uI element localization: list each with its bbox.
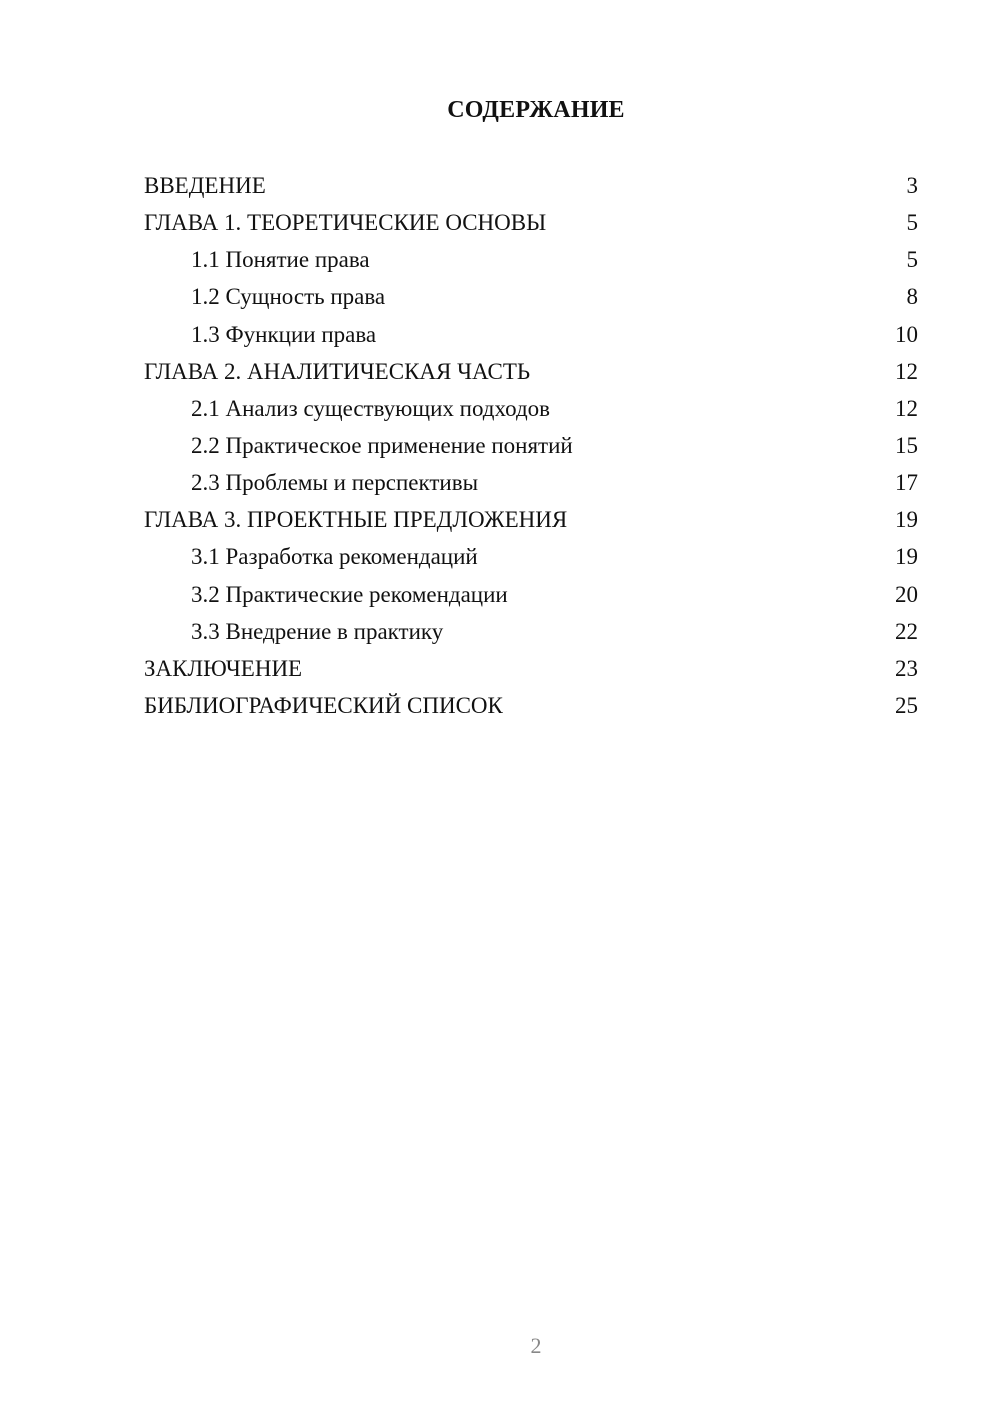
toc-entry-page: 5 bbox=[906, 210, 918, 236]
toc-entry-section-3-3[interactable] bbox=[144, 613, 918, 650]
toc-entry-section-2-2[interactable] bbox=[144, 427, 918, 464]
toc-entry-chapter-1[interactable] bbox=[144, 204, 918, 241]
toc-entry-page: 12 bbox=[895, 395, 918, 421]
toc-entry-page: 15 bbox=[895, 432, 918, 458]
toc-entry-label: ЗАКЛЮЧЕНИЕ bbox=[144, 655, 303, 681]
toc-entry-section-1-3[interactable] bbox=[144, 316, 918, 353]
toc-entry-page: 20 bbox=[895, 581, 918, 607]
toc-entry-label: 1.2 Сущность права bbox=[191, 284, 386, 310]
toc-entry-page: 12 bbox=[895, 358, 918, 384]
table-of-contents bbox=[144, 167, 918, 724]
toc-entry-label: 1.1 Понятие права bbox=[191, 247, 370, 273]
toc-entry-conclusion[interactable] bbox=[144, 650, 918, 687]
toc-entry-page: 19 bbox=[895, 544, 918, 570]
toc-entry-label: 2.2 Практическое применение понятий bbox=[191, 432, 573, 458]
toc-entry-page: 10 bbox=[895, 321, 918, 347]
toc-entry-label: БИБЛИОГРАФИЧЕСКИЙ СПИСОК bbox=[144, 692, 503, 718]
toc-entry-section-3-2[interactable] bbox=[144, 576, 918, 613]
toc-entry-page: 3 bbox=[906, 173, 918, 198]
toc-entry-page: 22 bbox=[895, 618, 918, 644]
toc-entry-label: ВВЕДЕНИЕ bbox=[144, 173, 266, 198]
toc-entry-page: 23 bbox=[895, 655, 918, 681]
toc-entry-label: 2.3 Проблемы и перспективы bbox=[191, 470, 479, 496]
toc-entry-label: 3.2 Практические рекомендации bbox=[191, 581, 508, 607]
toc-entry-chapter-3[interactable] bbox=[144, 501, 918, 538]
toc-entry-section-3-1[interactable] bbox=[144, 538, 918, 575]
toc-entry-introduction[interactable] bbox=[144, 167, 918, 204]
toc-entry-page: 19 bbox=[895, 507, 918, 533]
toc-entry-chapter-2[interactable] bbox=[144, 353, 918, 390]
toc-entry-label: 3.3 Внедрение в практику bbox=[191, 618, 444, 644]
toc-entry-label: ГЛАВА 1. ТЕОРЕТИЧЕСКИЕ ОСНОВЫ bbox=[144, 210, 547, 236]
toc-entry-page: 17 bbox=[895, 470, 918, 496]
toc-entry-section-1-2[interactable] bbox=[144, 278, 918, 315]
page-number: 2 bbox=[530, 1333, 542, 1358]
toc-entry-section-2-1[interactable] bbox=[144, 390, 918, 427]
toc-entry-label: ГЛАВА 2. АНАЛИТИЧЕСКАЯ ЧАСТЬ bbox=[144, 358, 531, 384]
toc-entry-label: ГЛАВА 3. ПРОЕКТНЫЕ ПРЕДЛОЖЕНИЯ bbox=[144, 507, 568, 533]
toc-entry-page: 25 bbox=[895, 692, 918, 718]
page-title: СОДЕРЖАНИЕ bbox=[447, 97, 625, 123]
toc-entry-section-2-3[interactable] bbox=[144, 464, 918, 501]
toc-entry-label: 1.3 Функции права bbox=[191, 321, 377, 347]
toc-entry-page: 5 bbox=[906, 247, 918, 273]
toc-entry-section-1-1[interactable] bbox=[144, 241, 918, 278]
toc-entry-bibliography[interactable] bbox=[144, 687, 918, 724]
toc-entry-label: 2.1 Анализ существующих подходов bbox=[191, 395, 551, 421]
toc-entry-label: 3.1 Разработка рекомендаций bbox=[191, 544, 478, 570]
toc-entry-page: 8 bbox=[906, 284, 918, 310]
